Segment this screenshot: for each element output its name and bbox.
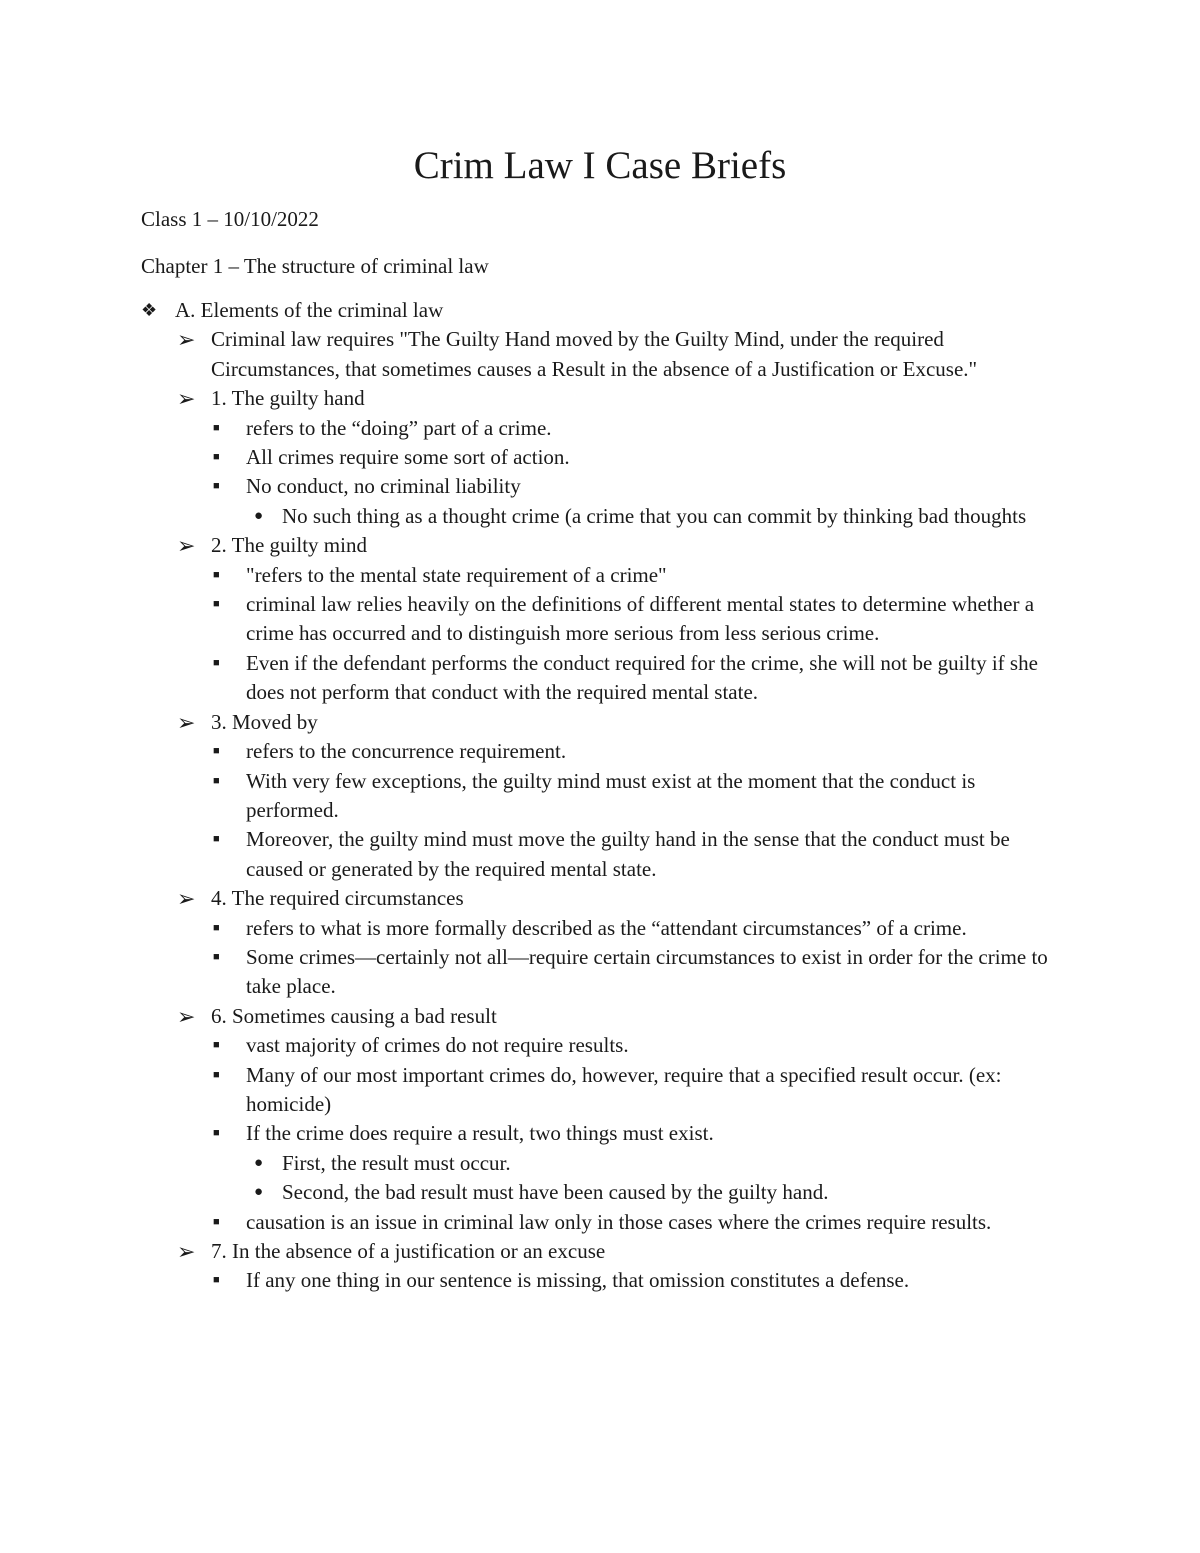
dot-bullet-icon: ●: [254, 1184, 264, 1201]
outline-item-level-3: [141, 472, 1071, 501]
square-bullet-icon: ■: [213, 1039, 220, 1052]
outline-item-level-4: [141, 502, 1071, 531]
outline-item-level-3: [141, 914, 1071, 943]
outline-item-level-3: [141, 1119, 1071, 1148]
outline-item-level-2: [141, 1002, 1071, 1031]
outline-item-text: Even if the defendant performs the conduct required for the crime, she will not be guilty if she does not perform that conduct with the required mental state.: [246, 650, 1038, 705]
outline-item-level-3: [141, 414, 1071, 443]
outline-item-text: refers to the concurrence requirement.: [246, 739, 567, 764]
outline-item-text: No such thing as a thought crime (a crime that you can commit by thinking bad thoughts: [282, 503, 1027, 528]
square-bullet-icon: ■: [213, 833, 220, 846]
outline-item-text: refers to the “doing” part of a crime.: [246, 415, 552, 440]
outline-item-text: 6. Sometimes causing a bad result: [211, 1003, 497, 1028]
outline-item-text: 1. The guilty hand: [211, 386, 365, 411]
outline-item-text: "refers to the mental state requirement of a crime": [246, 562, 667, 587]
outline-item-text: Some crimes—certainly not all—require certain circumstances to exist in order for the crime to take place.: [246, 944, 1048, 999]
outline-item-level-3: [141, 1061, 1071, 1120]
outline-item-text: If the crime does require a result, two things must exist.: [246, 1121, 714, 1146]
square-bullet-icon: ■: [213, 1274, 220, 1287]
outline-item-level-3: [141, 943, 1071, 1002]
outline-item-level-2: [141, 884, 1071, 913]
square-bullet-icon: ■: [213, 451, 220, 464]
outline-item-text: 7. In the absence of a justification or an excuse: [211, 1239, 606, 1263]
outline-item-text: With very few exceptions, the guilty mind must exist at the moment that the conduct is performed.: [246, 768, 976, 822]
square-bullet-icon: ■: [213, 1068, 220, 1081]
square-bullet-icon: ■: [213, 598, 220, 611]
arrow-bullet-icon: ➢: [177, 1239, 196, 1264]
diamond-bullet-icon: ❖: [141, 300, 158, 320]
outline-item-level-3: [141, 590, 1071, 649]
arrow-bullet-icon: ➢: [177, 386, 196, 412]
square-bullet-icon: ■: [213, 921, 220, 934]
square-bullet-icon: ■: [213, 568, 220, 581]
document-title: Crim Law I Case Briefs: [413, 144, 787, 187]
outline-item-text: Second, the bad result must have been caused by the guilty hand.: [282, 1180, 829, 1205]
notes-outline: [141, 296, 1071, 1296]
outline-item-text: vast majority of crimes do not require results.: [246, 1033, 629, 1058]
chapter-heading: Chapter 1 – The structure of criminal law: [141, 254, 489, 278]
square-bullet-icon: ■: [213, 480, 220, 493]
outline-item-level-3: [141, 443, 1071, 472]
outline-item-level-4: [141, 1149, 1071, 1178]
outline-item-text: Moreover, the guilty mind must move the guilty hand in the sense that the conduct must be caused or generated by the required mental state.: [246, 827, 1010, 881]
arrow-bullet-icon: ➢: [177, 533, 196, 559]
outline-item-level-3: [141, 737, 1071, 766]
outline-item-text: First, the result must occur.: [282, 1150, 511, 1175]
outline-item-level-2: [141, 1237, 1071, 1266]
outline-item-text: 3. Moved by: [211, 709, 318, 734]
square-bullet-icon: ■: [213, 950, 220, 963]
arrow-bullet-icon: ➢: [177, 886, 196, 912]
class-date-line: Class 1 – 10/10/2022: [141, 207, 319, 231]
outline-item-text: Many of our most important crimes do, however, require that a specified result occur. (ex: homicide): [246, 1062, 1002, 1116]
square-bullet-icon: ■: [213, 1127, 220, 1140]
outline-item-text: Criminal law requires "The Guilty Hand moved by the Guilty Mind, under the required Circumstances, that sometimes causes a Result in the absence of a Justification or Excuse.": [211, 327, 978, 381]
outline-item-text: criminal law relies heavily on the definitions of different mental states to determine whether a crime has occurred and to distinguish more serious from less serious crime.: [246, 592, 1035, 646]
outline-item-level-3: [141, 825, 1071, 884]
outline-item-level-2: [141, 531, 1071, 560]
arrow-bullet-icon: ➢: [177, 1003, 196, 1029]
outline-item-text: All crimes require some sort of action.: [246, 445, 570, 470]
square-bullet-icon: ■: [213, 745, 220, 758]
arrow-bullet-icon: ➢: [177, 327, 196, 353]
outline-item-text: If any one thing in our sentence is missing, that omission constitutes a defense.: [246, 1268, 910, 1293]
arrow-bullet-icon: ➢: [177, 709, 196, 735]
outline-item-level-3: [141, 1031, 1071, 1060]
outline-item-text: causation is an issue in criminal law only in those cases where the crimes require results.: [246, 1209, 992, 1234]
outline-item-level-4: [141, 1178, 1071, 1207]
outline-item-text: 4. The required circumstances: [211, 886, 464, 911]
square-bullet-icon: ■: [213, 774, 220, 787]
outline-item-level-2: [141, 708, 1071, 737]
square-bullet-icon: ■: [213, 656, 220, 669]
outline-item-level-3: [141, 1208, 1071, 1237]
dot-bullet-icon: ●: [254, 1154, 264, 1171]
square-bullet-icon: ■: [213, 1215, 220, 1228]
outline-item-text: refers to what is more formally described as the “attendant circumstances” of a crime.: [246, 915, 967, 940]
outline-item-level-3: [141, 767, 1071, 826]
dot-bullet-icon: ●: [254, 507, 264, 524]
outline-item-text: 2. The guilty mind: [211, 533, 367, 558]
outline-item-level-3: [141, 1266, 1071, 1295]
outline-item-text: A. Elements of the criminal law: [175, 298, 444, 322]
outline-item-level-3: [141, 649, 1071, 708]
outline-item-level-3: [141, 561, 1071, 590]
outline-item-level-1: [141, 296, 1071, 325]
square-bullet-icon: ■: [213, 421, 220, 434]
outline-item-level-2: [141, 325, 1071, 384]
outline-item-text: No conduct, no criminal liability: [246, 474, 521, 499]
outline-item-level-2: [141, 384, 1071, 413]
